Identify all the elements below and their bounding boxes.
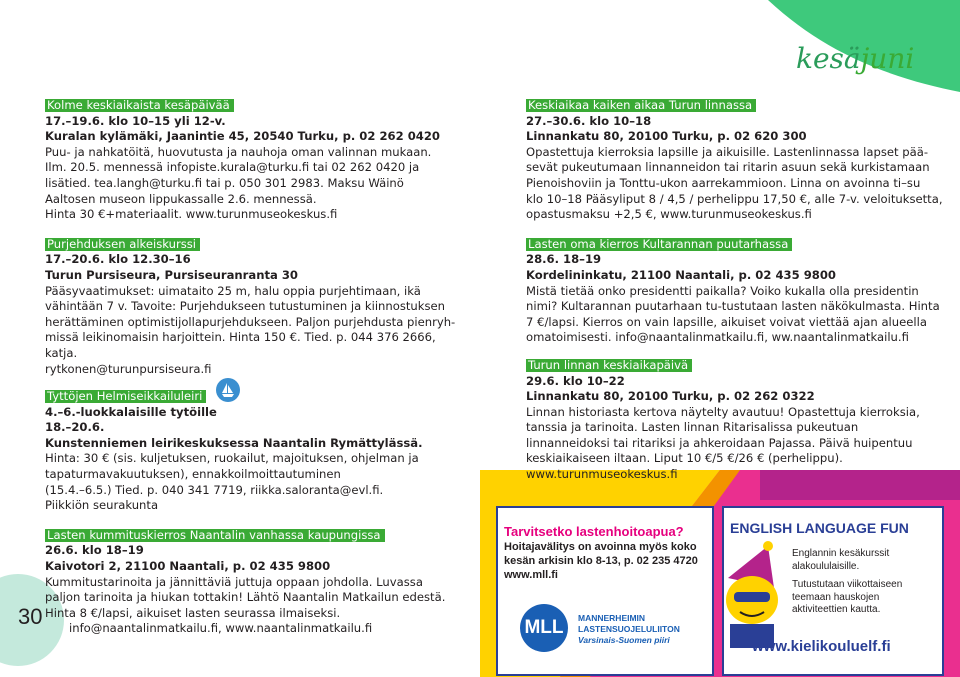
section-line: 17.–19.6. klo 10–15 yli 12-v. xyxy=(45,113,226,128)
section-line: missä leikinomaisin harjoittein. Hinta 150 €. Tied. p. 044 376 2666, katja. xyxy=(45,330,436,360)
mll-advert xyxy=(496,506,714,676)
elf-mascot-icon xyxy=(722,538,790,648)
section-line: Pääsyvaatimukset: uimataito 25 m, halu oppia purjehtimaan, ikä xyxy=(45,283,421,298)
section-tag: Keskiaikaa kaiken aikaa Turun linnassa xyxy=(526,99,756,112)
elf-line-3: Tutustutaan viikottaiseen xyxy=(792,579,903,590)
section-tag: Purjehduksen alkeiskurssi xyxy=(45,238,200,251)
section-line: Puu- ja nahkatöitä, huovutusta ja nauhoja oman valinnan mukaan. xyxy=(45,144,432,159)
elf-line-2: alakoululaisille. xyxy=(792,560,860,572)
section-line: Turun Pursiseura, Pursiseuranranta 30 xyxy=(45,267,298,282)
section-tag: Tyttöjen Helmiseikkailuleiri xyxy=(45,390,206,403)
section-lines xyxy=(526,374,946,483)
section-tag: Kolme keskiaikaista kesäpäivää xyxy=(45,99,234,112)
elf-line-1: Englannin kesäkurssit xyxy=(792,548,890,559)
left-section-2 xyxy=(45,237,465,377)
section-lines xyxy=(45,543,465,637)
brand-right: juni xyxy=(860,42,915,75)
section-line: Linnankatu 80, 20100 Turku, p. 02 620 300 xyxy=(526,129,807,144)
mll-org-1: MANNERHEIMIN xyxy=(578,613,646,623)
mll-logo-text: MLL xyxy=(524,617,564,638)
brand-left: kesä xyxy=(796,42,861,75)
right-section-3 xyxy=(526,358,946,483)
section-line: info@naantalinmatkailu.fi, www.naantalinmatkailu.fi xyxy=(69,621,373,636)
section-lines xyxy=(526,114,946,223)
section-line: 28.6. 18–19 xyxy=(526,252,602,267)
right-section-2 xyxy=(526,237,946,346)
section-line: Kordelininkatu, 21100 Naantali, p. 02 435 9800 xyxy=(526,267,836,282)
mll-org-2: LASTENSUOJELULIITON xyxy=(578,624,680,634)
section-line: Linnan historiasta kertova näytelty avautuu! Opastettuja kierroksia, xyxy=(526,404,920,419)
section-line: paljon tarinoita ja hiukan tottakin! Lähtö Naantalin Matkailun edestä. xyxy=(45,590,446,605)
right-section-1 xyxy=(526,98,946,223)
section-line: Opastettuja kierroksia lapsille ja aikuisille. Lastenlinnassa lapset pää- xyxy=(526,144,929,159)
left-column xyxy=(45,98,465,637)
section-line: 7 €/lapsi. Kierros on vain lapsille, aikuiset voivat viettää ajan alueella xyxy=(526,314,927,329)
section-line: Mistä tietää onko presidentti paikalla? Voiko kukalla olla presidentin xyxy=(526,283,919,298)
section-line: rytkonen@turunpursiseura.fi xyxy=(45,361,212,376)
section-lines xyxy=(45,405,465,514)
section-line: lisätied. tea.langh@turku.fi tai p. 050 301 2983. Maksu Wäinö xyxy=(45,175,404,190)
section-tag: Lasten kummituskierros Naantalin vanhassa kaupungissa xyxy=(45,529,385,542)
left-section-3 xyxy=(45,389,465,514)
section-line: 17.–20.6. klo 12.30–16 xyxy=(45,252,191,267)
elf-line-5: aktiviteettien kautta. xyxy=(792,604,881,615)
section-line: Aaltosen museon lippukassalle 2.6. mennessä. xyxy=(45,191,317,206)
elf-advert xyxy=(722,506,944,676)
section-line: herättäminen optimistijollapurjehdukseen. Paljon purjehdusta pienryh- xyxy=(45,314,456,329)
section-line: 18.–20.6. xyxy=(45,420,105,435)
mll-body-1: Hoitajavälitys on avoinna myös koko xyxy=(504,541,697,553)
section-line: Hinta 30 €+materiaalit. www.turunmuseokeskus.fi xyxy=(45,207,338,222)
elf-line-4: teemaan hauskojen xyxy=(792,591,880,603)
section-line: keskiaikaiseen iltaan. Liput 10 €/5 €/26 € (perhelippu). xyxy=(526,451,843,466)
section-line: 26.6. klo 18–19 xyxy=(45,543,144,558)
section-line: linnanneidoksi tai ritariksi ja ahkeroidaan Pajassa. Päivä huipentuu xyxy=(526,435,913,450)
section-line: Kunstenniemen leirikeskuksessa Naantalin Rymättylässä. xyxy=(45,435,423,450)
section-line: vähintään 7 v. Tavoite: Purjehdukseen tutustuminen ja kiinnostuksen xyxy=(45,299,446,314)
section-lines xyxy=(45,252,465,377)
section-line: sevät pukeutumaan linnanneidon tai ritarin asuun sekä kurkistamaan xyxy=(526,160,930,175)
section-line: Hinta: 30 € (sis. kuljetuksen, ruokailut, majoituksen, ohjelman ja xyxy=(45,451,419,466)
section-line: 29.6. klo 10–22 xyxy=(526,373,625,388)
section-tag: Turun linnan keskiaikapäivä xyxy=(526,359,692,372)
elf-bubble xyxy=(792,548,942,617)
mll-headline: Tarvitsetko lastenhoitoapua? xyxy=(504,524,684,539)
mll-url[interactable]: www.mll.fi xyxy=(504,569,558,581)
section-lines xyxy=(45,114,465,223)
section-tag: Lasten oma kierros Kultarannan puutarhassa xyxy=(526,238,792,251)
section-line: tanssia ja tarinoita. Lasten linnan Ritarisalissa pukeutuan xyxy=(526,420,859,435)
section-line: tapaturmavakuutuksen), ennakkoilmoittautuminen xyxy=(45,467,341,482)
section-line: Piikkiön seurakunta xyxy=(45,498,159,513)
section-line: Ilm. 20.5. mennessä infopiste.kurala@turku.fi tai 02 262 0420 ja xyxy=(45,160,420,175)
section-line: klo 10–18 Pääsyliput 8 / 4,5 / perhelippu 17,50 €, alle 7-v. veloituksetta, xyxy=(526,191,943,206)
sailboat-icon xyxy=(215,377,241,403)
section-line: Kummitustarinoita ja jännittäviä juttuja oppaan johdolla. Luvassa xyxy=(45,574,423,589)
section-line: Kuralan kylämäki, Jaanintie 45, 20540 Turku, p. 02 262 0420 xyxy=(45,129,440,144)
section-line: 27.–30.6. klo 10–18 xyxy=(526,113,652,128)
section-line: omatoimisesti. info@naantalinmatkailu.fi, ww.naantalinmatkailu.fi xyxy=(526,330,909,345)
section-line: Hinta 8 €/lapsi, aikuiset lasten seurassa ilmaiseksi. xyxy=(45,605,341,620)
section-line: (15.4.–6.5.) Tied. p. 040 341 7719, riikka.saloranta@evl.fi. xyxy=(45,482,384,497)
left-section-1 xyxy=(45,98,465,223)
section-line: 4.–6.-luokkalaisille tytöille xyxy=(45,404,217,419)
section-line: Linnankatu 80, 20100 Turku, p. 02 262 0322 xyxy=(526,389,815,404)
brand-title xyxy=(796,42,914,76)
section-line: Kaivotori 2, 21100 Naantali, p. 02 435 9800 xyxy=(45,559,331,574)
section-line: Pienoishoviin ja Tonttu-ukon aarrekammioon. Linna on avoinna ti–su xyxy=(526,175,921,190)
section-line: www.turunmuseokeskus.fi xyxy=(526,467,678,482)
mll-org-3: Varsinais-Suomen piiri xyxy=(578,635,670,645)
elf-title: ENGLISH LANGUAGE FUN xyxy=(730,520,909,536)
section-line: nimi? Kultarannan puutarhaan tu-tustutaan lasten näkökulmasta. Hinta xyxy=(526,299,940,314)
mll-logo xyxy=(520,604,568,652)
left-section-4 xyxy=(45,528,465,637)
mll-body-2: kesän arkisin klo 8-13, p. 02 235 4720 xyxy=(504,555,698,567)
elf-url[interactable]: www.kielikouluelf.fi xyxy=(752,638,891,655)
section-line: opastusmaksu +2,5 €, www.turunmuseokeskus.fi xyxy=(526,207,812,222)
right-column xyxy=(526,98,946,483)
page-number: 30 xyxy=(18,604,43,629)
section-lines xyxy=(526,252,946,346)
